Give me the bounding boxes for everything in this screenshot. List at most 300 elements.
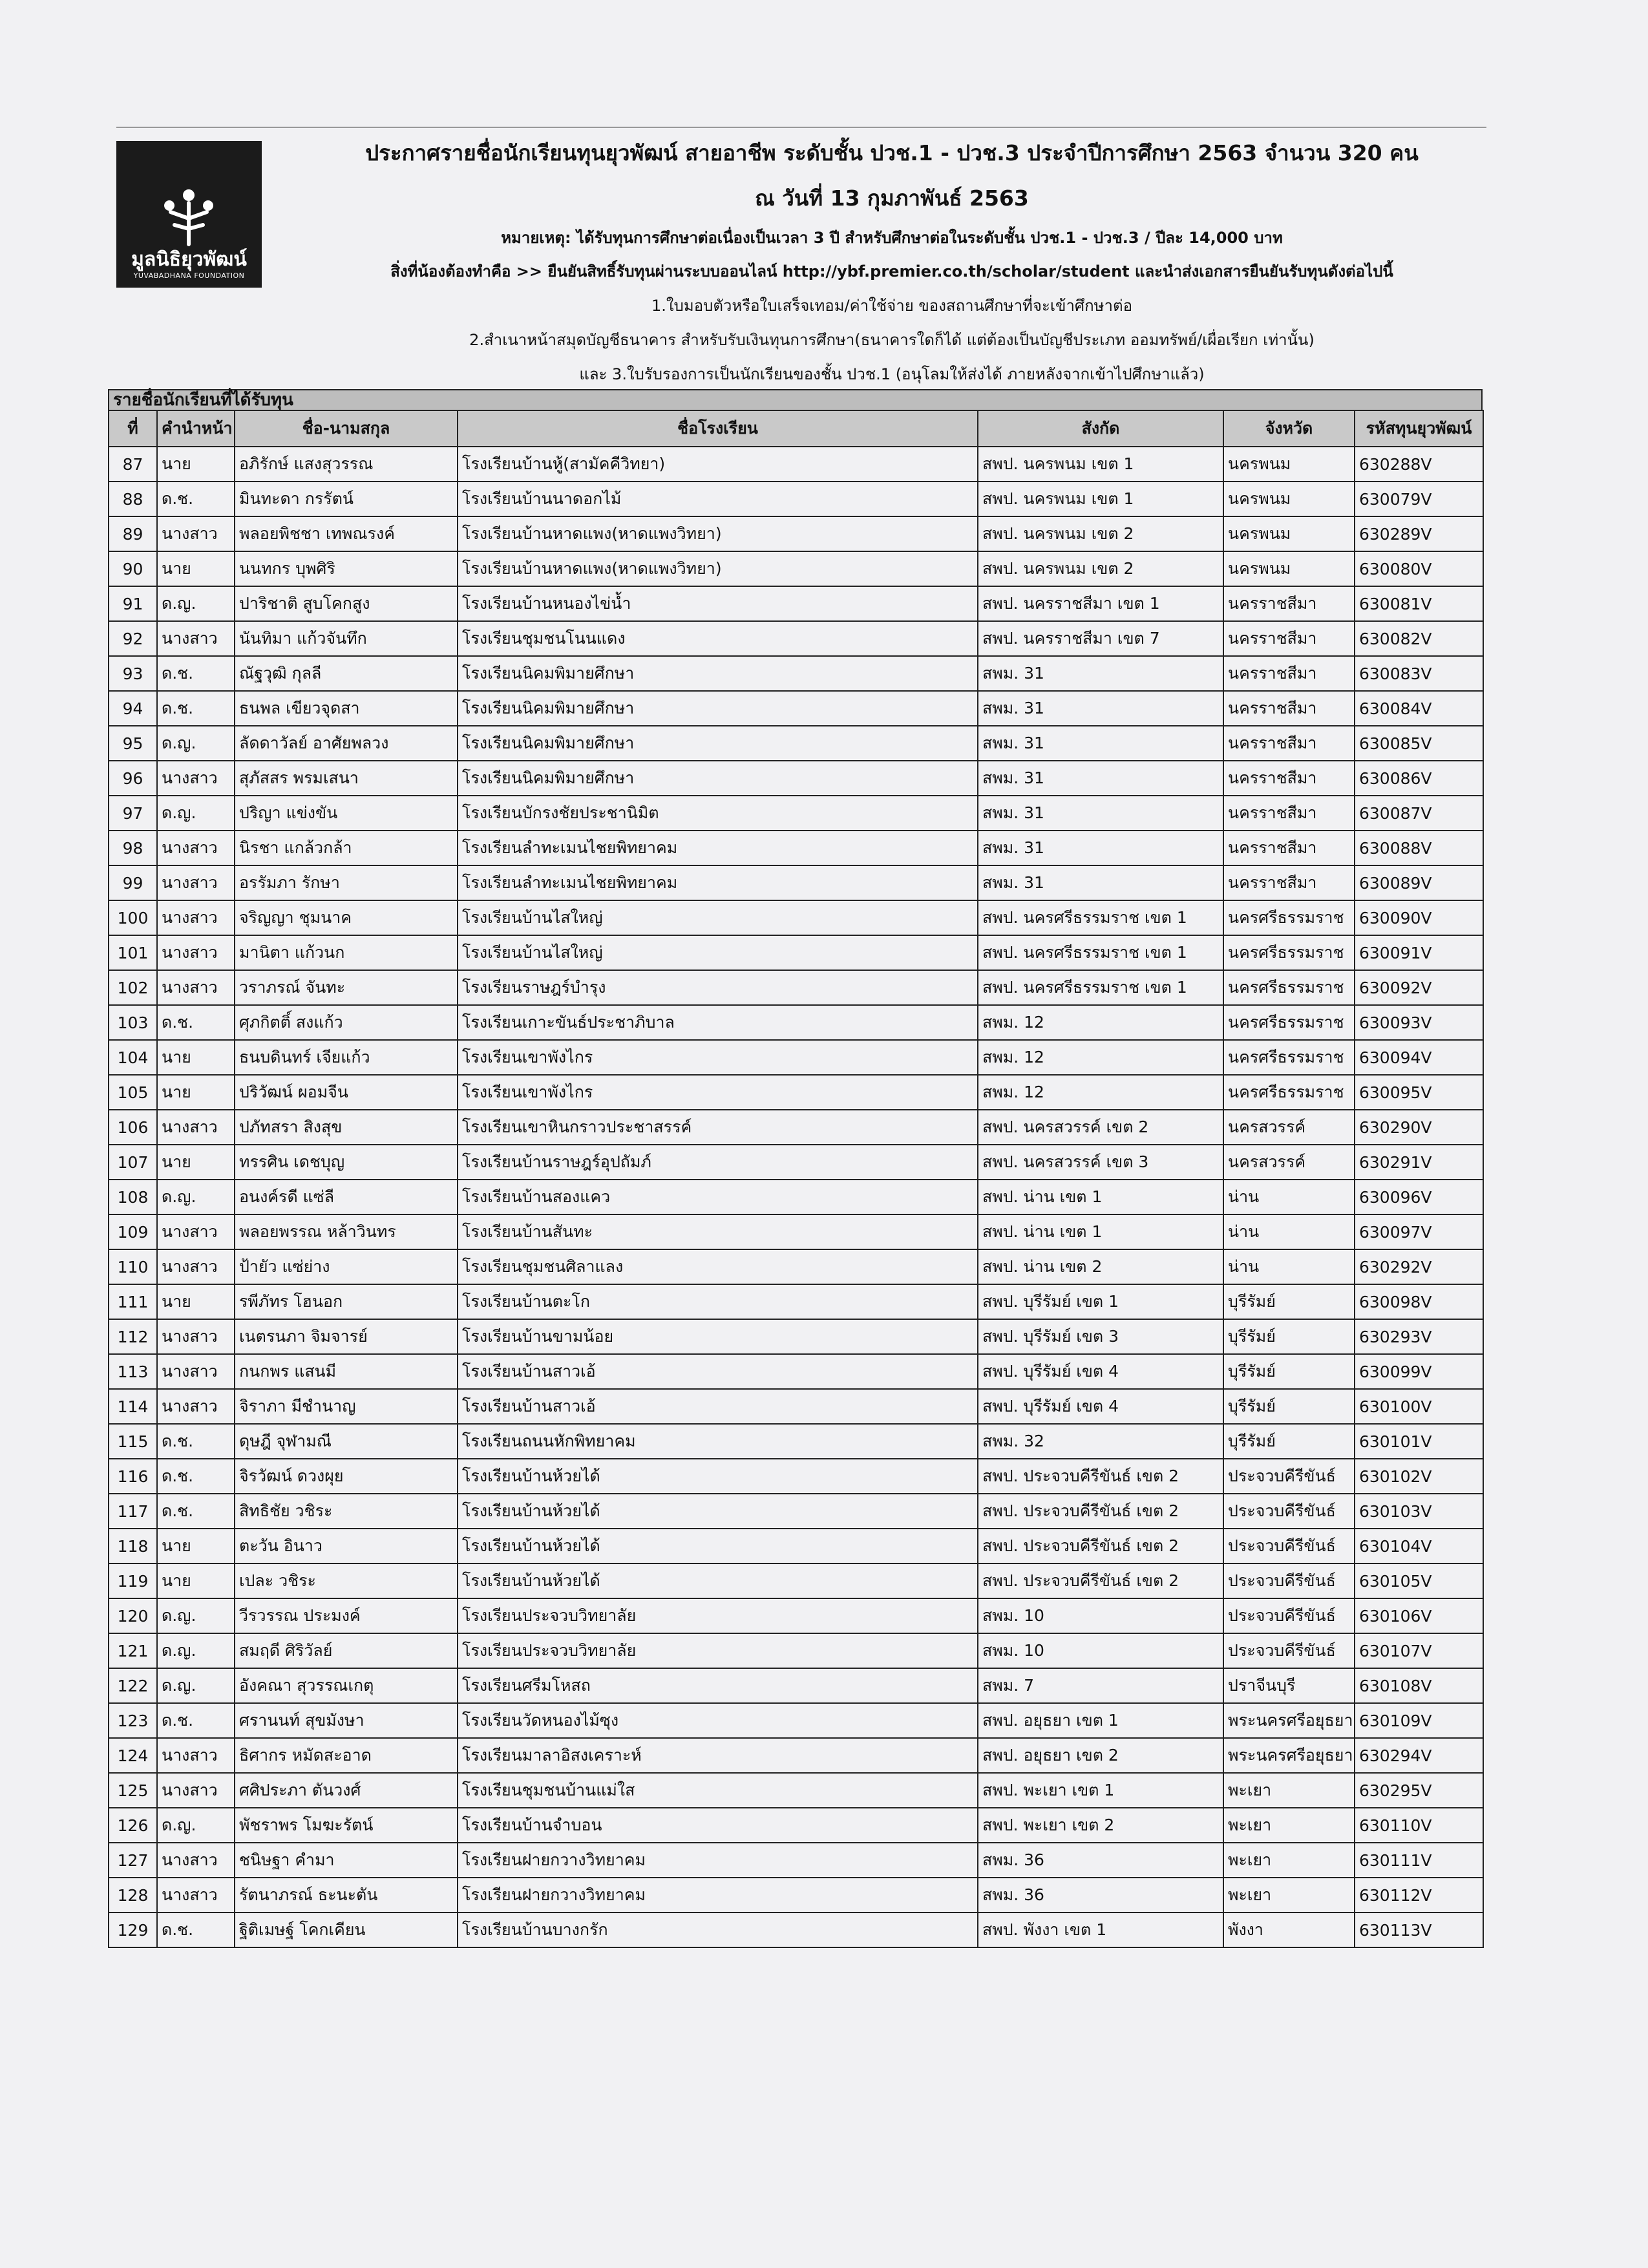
row-school: โรงเรียนบ้านไสใหญ่ <box>458 900 978 935</box>
row-number: 104 <box>109 1040 157 1075</box>
row-name: รพีภัทร โฮนอก <box>235 1284 458 1319</box>
row-province: นครศรีธรรมราช <box>1223 970 1355 1005</box>
row-number: 98 <box>109 831 157 865</box>
row-number: 97 <box>109 796 157 831</box>
row-name: ลัดดาวัลย์ อาศัยพลวง <box>235 726 458 761</box>
row-code: 630109V <box>1355 1703 1483 1738</box>
row-prefix: ด.ช. <box>157 1913 235 1947</box>
row-province: นครราชสีมา <box>1223 831 1355 865</box>
row-code: 630291V <box>1355 1145 1483 1180</box>
row-school: โรงเรียนเขาพังไกร <box>458 1040 978 1075</box>
note-line-2: สิ่งที่น้องต้องทำคือ >> ยืนยันสิทธิ์รับทุนผ่านระบบออนไลน์ http://ybf.premier.co.th/scholar/student และนำส่งเอกสารยืนยันรับทุนดังต่อไปนี้ <box>390 262 1393 281</box>
row-code: 630293V <box>1355 1319 1483 1354</box>
row-prefix: นางสาว <box>157 865 235 900</box>
row-number: 88 <box>109 482 157 516</box>
table-row <box>109 970 1483 1005</box>
row-name: ศรานนท์ สุขมังษา <box>235 1703 458 1738</box>
row-school: โรงเรียนบ้านสองแคว <box>458 1180 978 1214</box>
row-prefix: ด.ช. <box>157 482 235 516</box>
row-province: พะเยา <box>1223 1773 1355 1808</box>
row-code: 630096V <box>1355 1180 1483 1214</box>
row-name: อนงค์รดี แซ่ลี <box>235 1180 458 1214</box>
row-code: 630093V <box>1355 1005 1483 1040</box>
table-row <box>109 935 1483 970</box>
row-prefix: นาย <box>157 1075 235 1110</box>
row-number: 93 <box>109 656 157 691</box>
row-number: 128 <box>109 1878 157 1913</box>
row-code: 630111V <box>1355 1843 1483 1878</box>
row-number: 126 <box>109 1808 157 1843</box>
row-prefix: นาย <box>157 1040 235 1075</box>
table-row <box>109 1284 1483 1319</box>
table-row <box>109 1808 1483 1843</box>
row-name: รัตนาภรณ์ ธะนะตัน <box>235 1878 458 1913</box>
document-title: ประกาศรายชื่อนักเรียนทุนยุวพัฒน์ สายอาชีพ ระดับชั้น ปวช.1 - ปวช.3 ประจำปีการศึกษา 2563 จำนวน 320 คน <box>365 140 1419 165</box>
row-affiliation: สพป. อยุธยา เขต 2 <box>978 1738 1223 1773</box>
row-code: 630105V <box>1355 1563 1483 1598</box>
row-affiliation: สพม. 31 <box>978 796 1223 831</box>
row-code: 630289V <box>1355 516 1483 551</box>
row-code: 630102V <box>1355 1459 1483 1494</box>
row-province: นครพนม <box>1223 482 1355 516</box>
row-prefix: นาย <box>157 551 235 586</box>
row-school: โรงเรียนบ้านหนองไข่น้ำ <box>458 586 978 621</box>
col-affiliation: สังกัด <box>978 410 1223 447</box>
row-prefix: ด.ญ. <box>157 1598 235 1633</box>
row-province: นครราชสีมา <box>1223 656 1355 691</box>
row-affiliation: สพป. บุรีรัมย์ เขต 4 <box>978 1354 1223 1389</box>
row-province: นครสวรรค์ <box>1223 1110 1355 1145</box>
row-school: โรงเรียนถนนหักพิทยาคม <box>458 1424 978 1459</box>
row-number: 89 <box>109 516 157 551</box>
row-affiliation: สพป. นครสวรรค์ เขต 3 <box>978 1145 1223 1180</box>
row-name: กนกพร แสนมี <box>235 1354 458 1389</box>
row-school: โรงเรียนวัดหนองไม้ซุง <box>458 1703 978 1738</box>
row-name: จิราภา มีชำนาญ <box>235 1389 458 1424</box>
table-row <box>109 586 1483 621</box>
row-province: บุรีรัมย์ <box>1223 1319 1355 1354</box>
row-affiliation: สพป. บุรีรัมย์ เขต 3 <box>978 1319 1223 1354</box>
row-province: นครราชสีมา <box>1223 691 1355 726</box>
table-row <box>109 1214 1483 1249</box>
row-affiliation: สพป. น่าน เขต 1 <box>978 1180 1223 1214</box>
row-affiliation: สพป. นครราชสีมา เขต 7 <box>978 621 1223 656</box>
row-province: บุรีรัมย์ <box>1223 1284 1355 1319</box>
row-number: 122 <box>109 1668 157 1703</box>
row-prefix: นางสาว <box>157 516 235 551</box>
row-school: โรงเรียนนิคมพิมายศึกษา <box>458 691 978 726</box>
row-name: นนทกร บุพศิริ <box>235 551 458 586</box>
row-code: 630104V <box>1355 1529 1483 1563</box>
note-line-4: 2.สำเนาหน้าสมุดบัญชีธนาคาร สำหรับรับเงินทุนการศึกษา(ธนาคารใดก็ได้ แต่ต้องเป็นบัญชีประเภท ออมทรัพย์/เผื่อเรียก เท่านั้น) <box>469 331 1315 349</box>
row-name: จิรวัฒน์ ดวงผุย <box>235 1459 458 1494</box>
row-number: 110 <box>109 1249 157 1284</box>
row-code: 630294V <box>1355 1738 1483 1773</box>
table-row <box>109 1843 1483 1878</box>
row-number: 129 <box>109 1913 157 1947</box>
table-row <box>109 1180 1483 1214</box>
row-code: 630082V <box>1355 621 1483 656</box>
row-code: 630112V <box>1355 1878 1483 1913</box>
row-name: ทรรศิน เดชบุญ <box>235 1145 458 1180</box>
row-school: โรงเรียนเขาหินกราวประชาสรรค์ <box>458 1110 978 1145</box>
col-no: ที่ <box>109 410 157 447</box>
table-row <box>109 831 1483 865</box>
table-row <box>109 691 1483 726</box>
row-number: 124 <box>109 1738 157 1773</box>
row-code: 630097V <box>1355 1214 1483 1249</box>
row-prefix: ด.ญ. <box>157 1180 235 1214</box>
row-prefix: ด.ญ. <box>157 1633 235 1668</box>
row-number: 116 <box>109 1459 157 1494</box>
row-province: พะเยา <box>1223 1808 1355 1843</box>
row-affiliation: สพม. 31 <box>978 726 1223 761</box>
row-province: น่าน <box>1223 1249 1355 1284</box>
row-name: วราภรณ์ จันทะ <box>235 970 458 1005</box>
row-number: 118 <box>109 1529 157 1563</box>
row-affiliation: สพป. พะเยา เขต 2 <box>978 1808 1223 1843</box>
row-school: โรงเรียนบักรงชัยประชานิมิต <box>458 796 978 831</box>
row-affiliation: สพป. อยุธยา เขต 1 <box>978 1703 1223 1738</box>
row-prefix: ด.ญ. <box>157 1668 235 1703</box>
row-school: โรงเรียนฝายกวางวิทยาคม <box>458 1843 978 1878</box>
row-affiliation: สพม. 36 <box>978 1878 1223 1913</box>
row-code: 630095V <box>1355 1075 1483 1110</box>
table-row <box>109 1633 1483 1668</box>
row-province: นครศรีธรรมราช <box>1223 1005 1355 1040</box>
row-affiliation: สพป. บุรีรัมย์ เขต 1 <box>978 1284 1223 1319</box>
row-prefix: นาย <box>157 1284 235 1319</box>
row-province: บุรีรัมย์ <box>1223 1354 1355 1389</box>
row-affiliation: สพป. นครศรีธรรมราช เขต 1 <box>978 970 1223 1005</box>
row-province: พังงา <box>1223 1913 1355 1947</box>
row-name: มานิตา แก้วนก <box>235 935 458 970</box>
row-school: โรงเรียนบ้านนาดอกไม้ <box>458 482 978 516</box>
table-row <box>109 482 1483 516</box>
row-code: 630113V <box>1355 1913 1483 1947</box>
row-school: โรงเรียนนิคมพิมายศึกษา <box>458 726 978 761</box>
row-prefix: นาย <box>157 1145 235 1180</box>
row-province: นครราชสีมา <box>1223 586 1355 621</box>
row-number: 94 <box>109 691 157 726</box>
row-province: นครศรีธรรมราช <box>1223 935 1355 970</box>
row-prefix: นางสาว <box>157 761 235 796</box>
row-prefix: นางสาว <box>157 621 235 656</box>
row-affiliation: สพป. นครสวรรค์ เขต 2 <box>978 1110 1223 1145</box>
row-affiliation: สพม. 10 <box>978 1633 1223 1668</box>
row-school: โรงเรียนลำทะเมนไชยพิทยาคม <box>458 831 978 865</box>
row-code: 630087V <box>1355 796 1483 831</box>
row-number: 105 <box>109 1075 157 1110</box>
row-number: 91 <box>109 586 157 621</box>
row-number: 96 <box>109 761 157 796</box>
table-row <box>109 1563 1483 1598</box>
row-code: 630094V <box>1355 1040 1483 1075</box>
row-prefix: นางสาว <box>157 1773 235 1808</box>
row-school: โรงเรียนบ้านไสใหญ่ <box>458 935 978 970</box>
row-prefix: ด.ญ. <box>157 586 235 621</box>
table-row <box>109 1424 1483 1459</box>
row-affiliation: สพป. นครศรีธรรมราช เขต 1 <box>978 935 1223 970</box>
row-number: 108 <box>109 1180 157 1214</box>
row-affiliation: สพป. ประจวบคีรีขันธ์ เขต 2 <box>978 1563 1223 1598</box>
table-row <box>109 1040 1483 1075</box>
row-code: 630110V <box>1355 1808 1483 1843</box>
col-code: รหัสทุนยุวพัฒน์ <box>1355 410 1483 447</box>
row-prefix: ด.ช. <box>157 1424 235 1459</box>
table-row <box>109 447 1483 482</box>
row-province: นครราชสีมา <box>1223 761 1355 796</box>
row-name: พัชราพร โมฆะรัตน์ <box>235 1808 458 1843</box>
row-name: พลอยพิชชา เทพณรงค์ <box>235 516 458 551</box>
row-name: นันทิมา แก้วจันทึก <box>235 621 458 656</box>
table-row <box>109 656 1483 691</box>
row-code: 630084V <box>1355 691 1483 726</box>
row-school: โรงเรียนนิคมพิมายศึกษา <box>458 761 978 796</box>
table-row <box>109 865 1483 900</box>
row-code: 630108V <box>1355 1668 1483 1703</box>
row-province: พระนครศรีอยุธยา <box>1223 1703 1355 1738</box>
row-name: พลอยพรรณ หล้าวินทร <box>235 1214 458 1249</box>
row-name: ชนิษฐา คำมา <box>235 1843 458 1878</box>
row-name: มินทะดา กรรัตน์ <box>235 482 458 516</box>
row-code: 630290V <box>1355 1110 1483 1145</box>
row-school: โรงเรียนบ้านขามน้อย <box>458 1319 978 1354</box>
row-number: 121 <box>109 1633 157 1668</box>
col-name: ชื่อ-นามสกุล <box>235 410 458 447</box>
row-affiliation: สพป. ประจวบคีรีขันธ์ เขต 2 <box>978 1529 1223 1563</box>
row-prefix: นางสาว <box>157 1319 235 1354</box>
row-code: 630090V <box>1355 900 1483 935</box>
row-number: 117 <box>109 1494 157 1529</box>
row-name: ธิศากร หมัดสะอาด <box>235 1738 458 1773</box>
row-number: 119 <box>109 1563 157 1598</box>
row-affiliation: สพป. นครพนม เขต 1 <box>978 482 1223 516</box>
row-affiliation: สพม. 31 <box>978 865 1223 900</box>
row-name: ปภัทสรา สิงสุข <box>235 1110 458 1145</box>
row-affiliation: สพป. น่าน เขต 2 <box>978 1249 1223 1284</box>
row-school: โรงเรียนมาลาอิสงเคราะห์ <box>458 1738 978 1773</box>
row-affiliation: สพป. พะเยา เขต 1 <box>978 1773 1223 1808</box>
table-row <box>109 1738 1483 1773</box>
row-number: 125 <box>109 1773 157 1808</box>
row-school: โรงเรียนบ้านตะโก <box>458 1284 978 1319</box>
table-row <box>109 1075 1483 1110</box>
row-name: ปริญา แข่งขัน <box>235 796 458 831</box>
row-number: 100 <box>109 900 157 935</box>
row-number: 109 <box>109 1214 157 1249</box>
row-name: สมฤดี ศิริวัลย์ <box>235 1633 458 1668</box>
row-province: นครศรีธรรมราช <box>1223 1075 1355 1110</box>
row-affiliation: สพป. บุรีรัมย์ เขต 4 <box>978 1389 1223 1424</box>
row-name: เปละ วชิระ <box>235 1563 458 1598</box>
row-prefix: นางสาว <box>157 1110 235 1145</box>
table-row <box>109 1319 1483 1354</box>
row-code: 630295V <box>1355 1773 1483 1808</box>
row-name: อรรัมภา รักษา <box>235 865 458 900</box>
table-row <box>109 1389 1483 1424</box>
row-name: ธนบดินทร์ เจียแก้ว <box>235 1040 458 1075</box>
scholarship-table <box>108 410 1484 1948</box>
row-prefix: นาย <box>157 1563 235 1598</box>
row-number: 107 <box>109 1145 157 1180</box>
row-prefix: นางสาว <box>157 970 235 1005</box>
row-province: พระนครศรีอยุธยา <box>1223 1738 1355 1773</box>
row-affiliation: สพม. 7 <box>978 1668 1223 1703</box>
row-code: 630101V <box>1355 1424 1483 1459</box>
row-prefix: ด.ช. <box>157 1703 235 1738</box>
row-code: 630089V <box>1355 865 1483 900</box>
table-row <box>109 1703 1483 1738</box>
row-province: นครราชสีมา <box>1223 726 1355 761</box>
row-prefix: นางสาว <box>157 1738 235 1773</box>
row-prefix: นางสาว <box>157 1214 235 1249</box>
row-school: โรงเรียนบ้านสาวเอ้ <box>458 1389 978 1424</box>
row-province: บุรีรัมย์ <box>1223 1424 1355 1459</box>
row-province: นครศรีธรรมราช <box>1223 1040 1355 1075</box>
row-code: 630086V <box>1355 761 1483 796</box>
row-name: เนตรนภา จิมจารย์ <box>235 1319 458 1354</box>
row-province: นครราชสีมา <box>1223 865 1355 900</box>
table-row <box>109 516 1483 551</box>
row-school: โรงเรียนลำทะเมนไชยพิทยาคม <box>458 865 978 900</box>
table-row <box>109 1145 1483 1180</box>
row-school: โรงเรียนศรีมโหสถ <box>458 1668 978 1703</box>
row-affiliation: สพม. 12 <box>978 1005 1223 1040</box>
table-row <box>109 1913 1483 1947</box>
row-school: โรงเรียนบ้านสันทะ <box>458 1214 978 1249</box>
table-row <box>109 551 1483 586</box>
row-province: บุรีรัมย์ <box>1223 1389 1355 1424</box>
row-name: ณัฐวุฒิ กุลลี <box>235 656 458 691</box>
table-row <box>109 1459 1483 1494</box>
row-prefix: นางสาว <box>157 1878 235 1913</box>
col-prefix: คำนำหน้า <box>157 410 235 447</box>
row-number: 115 <box>109 1424 157 1459</box>
row-province: พะเยา <box>1223 1843 1355 1878</box>
row-name: ศุภกิตติ์ สงแก้ว <box>235 1005 458 1040</box>
row-school: โรงเรียนชุมชนโนนแดง <box>458 621 978 656</box>
row-name: นิรชา แกล้วกล้า <box>235 831 458 865</box>
row-code: 630080V <box>1355 551 1483 586</box>
note-line-3: 1.ใบมอบตัวหรือใบเสร็จเทอม/ค่าใช้จ่าย ของสถานศึกษาที่จะเข้าศึกษาต่อ <box>651 297 1132 315</box>
row-prefix: ด.ญ. <box>157 1808 235 1843</box>
row-number: 111 <box>109 1284 157 1319</box>
document-date: ณ วันที่ 13 กุมภาพันธ์ 2563 <box>755 185 1029 211</box>
row-school: โรงเรียนบ้านห้วยได้ <box>458 1529 978 1563</box>
row-affiliation: สพป. น่าน เขต 1 <box>978 1214 1223 1249</box>
row-affiliation: สพป. ประจวบคีรีขันธ์ เขต 2 <box>978 1459 1223 1494</box>
row-prefix: นางสาว <box>157 831 235 865</box>
row-prefix: นาย <box>157 447 235 482</box>
row-affiliation: สพป. พังงา เขต 1 <box>978 1913 1223 1947</box>
row-code: 630103V <box>1355 1494 1483 1529</box>
col-school: ชื่อโรงเรียน <box>458 410 978 447</box>
row-affiliation: สพป. นครศรีธรรมราช เขต 1 <box>978 900 1223 935</box>
row-number: 103 <box>109 1005 157 1040</box>
row-prefix: ด.ญ. <box>157 796 235 831</box>
row-school: โรงเรียนนิคมพิมายศึกษา <box>458 656 978 691</box>
row-province: น่าน <box>1223 1214 1355 1249</box>
row-number: 99 <box>109 865 157 900</box>
row-prefix: ด.ช. <box>157 656 235 691</box>
row-name: ตะวัน อินาว <box>235 1529 458 1563</box>
row-number: 102 <box>109 970 157 1005</box>
section-title: รายชื่อนักเรียนที่ได้รับทุน <box>108 389 1483 411</box>
logo-subtitle: YUVABADHANA FOUNDATION <box>133 271 245 280</box>
row-affiliation: สพม. 31 <box>978 761 1223 796</box>
row-affiliation: สพม. 12 <box>978 1075 1223 1110</box>
row-school: โรงเรียนชุมชนศิลาแลง <box>458 1249 978 1284</box>
row-prefix: นางสาว <box>157 935 235 970</box>
row-number: 106 <box>109 1110 157 1145</box>
row-school: โรงเรียนบ้านห้วยได้ <box>458 1563 978 1598</box>
tree-people-icon <box>155 186 223 248</box>
row-school: โรงเรียนบ้านจำบอน <box>458 1808 978 1843</box>
row-province: พะเยา <box>1223 1878 1355 1913</box>
row-province: ประจวบคีรีขันธ์ <box>1223 1494 1355 1529</box>
foundation-logo <box>116 141 262 288</box>
table-row <box>109 1005 1483 1040</box>
row-province: ประจวบคีรีขันธ์ <box>1223 1598 1355 1633</box>
row-affiliation: สพม. 10 <box>978 1598 1223 1633</box>
row-code: 630091V <box>1355 935 1483 970</box>
row-province: นครราชสีมา <box>1223 621 1355 656</box>
row-name: ธนพล เขียวจุดสา <box>235 691 458 726</box>
row-code: 630081V <box>1355 586 1483 621</box>
table-row <box>109 1110 1483 1145</box>
row-name: อังคณา สุวรรณเกตุ <box>235 1668 458 1703</box>
row-school: โรงเรียนประจวบวิทยาลัย <box>458 1598 978 1633</box>
row-school: โรงเรียนบ้านหาดแพง(หาดแพงวิทยา) <box>458 516 978 551</box>
row-code: 630107V <box>1355 1633 1483 1668</box>
row-number: 113 <box>109 1354 157 1389</box>
row-code: 630292V <box>1355 1249 1483 1284</box>
row-name: ดุษฎี จุฬามณี <box>235 1424 458 1459</box>
row-prefix: ด.ช. <box>157 1459 235 1494</box>
row-affiliation: สพป. นครราชสีมา เขต 1 <box>978 586 1223 621</box>
row-school: โรงเรียนบ้านห้วยได้ <box>458 1494 978 1529</box>
row-name: ปริวัฒน์ ผอมจีน <box>235 1075 458 1110</box>
row-number: 90 <box>109 551 157 586</box>
row-number: 112 <box>109 1319 157 1354</box>
row-prefix: นางสาว <box>157 1354 235 1389</box>
row-code: 630079V <box>1355 482 1483 516</box>
row-affiliation: สพป. นครพนม เขต 2 <box>978 551 1223 586</box>
row-code: 630092V <box>1355 970 1483 1005</box>
table-header-row <box>109 410 1483 447</box>
row-affiliation: สพม. 31 <box>978 656 1223 691</box>
logo-name: มูลนิธิยุวพัฒน์ <box>131 248 247 271</box>
row-province: นครศรีธรรมราช <box>1223 900 1355 935</box>
row-affiliation: สพป. ประจวบคีรีขันธ์ เขต 2 <box>978 1494 1223 1529</box>
table-row <box>109 1249 1483 1284</box>
row-name: ปาริชาติ สูบโคกสูง <box>235 586 458 621</box>
row-province: นครสวรรค์ <box>1223 1145 1355 1180</box>
row-prefix: นาย <box>157 1529 235 1563</box>
row-number: 127 <box>109 1843 157 1878</box>
top-rule <box>116 127 1486 128</box>
row-code: 630099V <box>1355 1354 1483 1389</box>
row-prefix: นางสาว <box>157 1389 235 1424</box>
row-number: 92 <box>109 621 157 656</box>
row-prefix: ด.ช. <box>157 1494 235 1529</box>
row-number: 95 <box>109 726 157 761</box>
row-prefix: นางสาว <box>157 900 235 935</box>
row-province: ประจวบคีรีขันธ์ <box>1223 1459 1355 1494</box>
row-province: นครพนม <box>1223 447 1355 482</box>
row-affiliation: สพป. นครพนม เขต 1 <box>978 447 1223 482</box>
